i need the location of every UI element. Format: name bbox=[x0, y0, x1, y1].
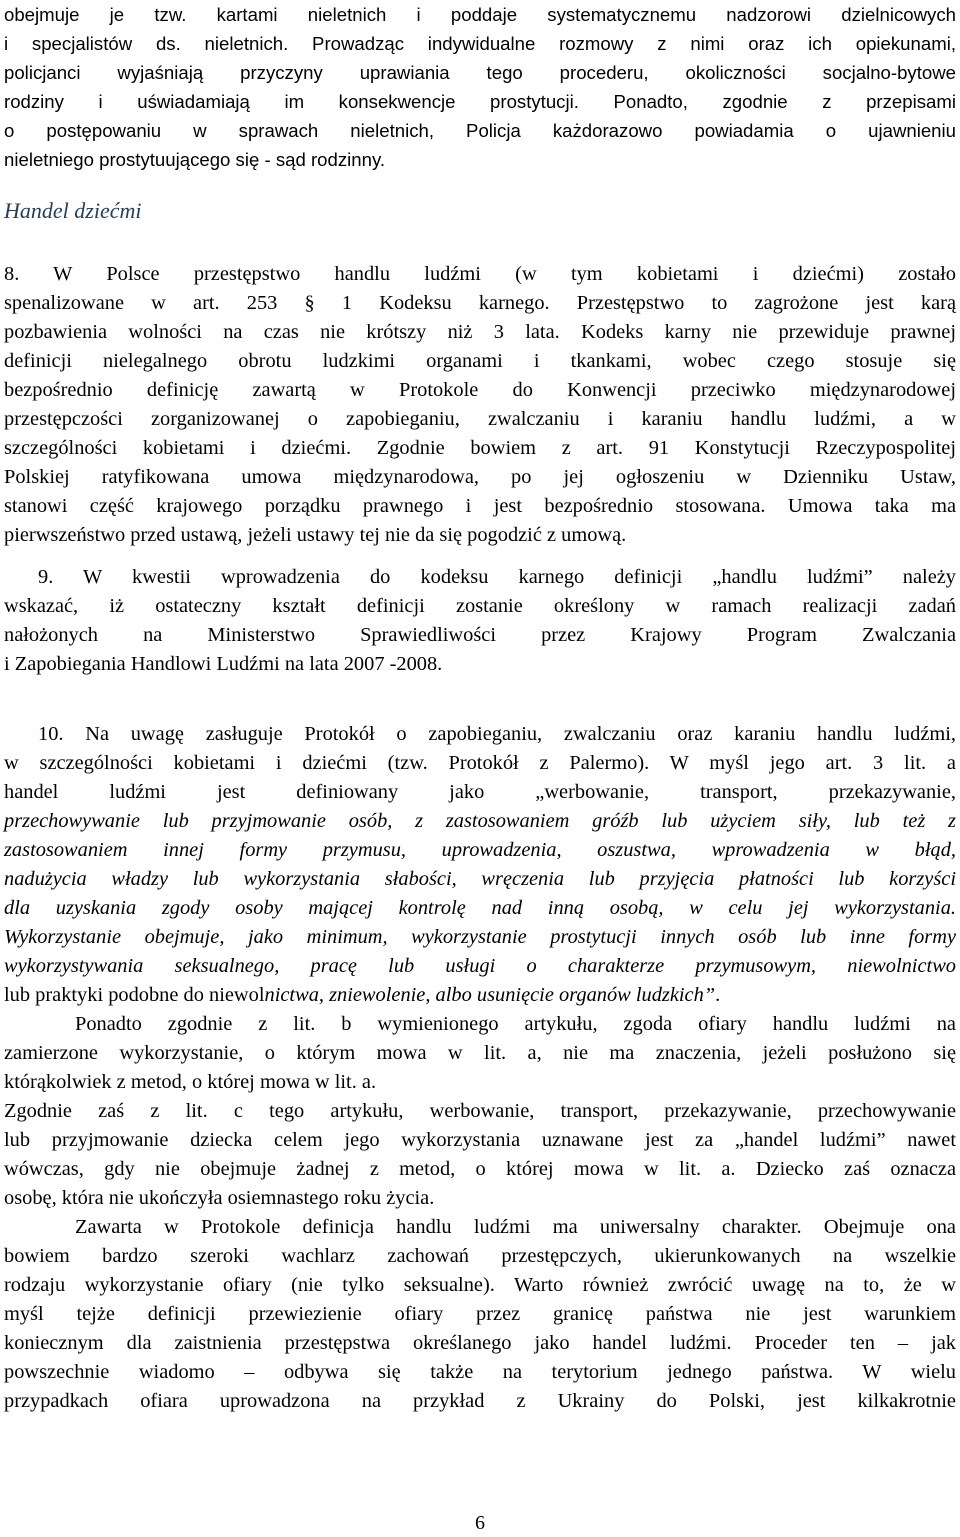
zawarta-line: koniecznym dla zaistnienia przestępstwa określanego jako handel ludźmi. Proceder ten – jak bbox=[4, 1332, 956, 1354]
para10-line: w szczególności kobietami i dziećmi (tzw. Protokół z Palermo). W myśl jego art. 3 lit. a bbox=[4, 752, 956, 774]
section-heading: Handel dziećmi bbox=[4, 198, 142, 223]
zawarta-line: rodzaju wykorzystanie ofiary (nie tylko seksualne). Warto również zwrócić uwagę na to, że w bbox=[4, 1274, 956, 1296]
para8-line: szczególności kobietami i dziećmi. Zgodnie bowiem z art. 91 Konstytucji Rzeczypospolitej bbox=[4, 437, 956, 459]
para9-line: nałożonych na Ministerstwo Sprawiedliwości przez Krajowy Program Zwalczania bbox=[4, 624, 956, 646]
para10-quote-line: wykorzystywania seksualnego, pracę lub usługi o charakterze przymusowym, niewolnictwo bbox=[4, 955, 956, 977]
para9-line: wskazać, iż ostateczny kształt definicji zostanie określony w ramach realizacji zadań bbox=[4, 595, 956, 617]
zgodnie-line: Zgodnie zaś z lit. c tego artykułu, werbowanie, transport, przekazywanie, przechowywanie bbox=[4, 1100, 956, 1122]
para8-line: bezpośrednio definicję zawartą w Protokole do Konwencji przeciwko międzynarodowej bbox=[4, 379, 956, 401]
para8-line: przestępczości zorganizowanej o zapobieganiu, zwalczaniu i karaniu handlu ludźmi, a w bbox=[4, 408, 956, 430]
zgodnie-line: wówczas, gdy nie obejmuje żadnej z metod, o której mowa w lit. a. Dziecko zaś oznacza bbox=[4, 1158, 956, 1180]
zawarta-line: bowiem bardzo szeroki wachlarz zachowań przestępczych, ukierunkowanych na wszelkie bbox=[4, 1245, 956, 1267]
zgodnie-line: lub przyjmowanie dziecka celem jego wykorzystania uznawane jest za „handel ludźmi” nawet bbox=[4, 1129, 956, 1151]
para8-line: Polskiej ratyfikowana umowa międzynarodowa, po jej ogłoszeniu w Dzienniku Ustaw, bbox=[4, 466, 956, 488]
para8-line: stanowi część krajowego porządku prawnego i jest bezpośrednio stosowana. Umowa taka ma bbox=[4, 495, 956, 517]
ponadto-line: Ponadto zgodnie z lit. b wymienionego artykułu, zgoda ofiary handlu ludźmi na bbox=[75, 1013, 956, 1035]
intro-line: obejmuje je tzw. kartami nieletnich i poddaje systematycznemu nadzorowi dzielnicowych bbox=[4, 4, 956, 25]
intro-line: policjanci wyjaśniają przyczyny uprawiania tego procederu, okoliczności socjalno-bytowe bbox=[4, 62, 956, 83]
intro-line: i specjalistów ds. nieletnich. Prowadząc indywidualne rozmowy z nimi oraz ich opiekunami, bbox=[4, 33, 956, 54]
zawarta-line: myśl tejże definicji przewiezienie ofiary przez granicę państwa nie jest warunkiem bbox=[4, 1303, 956, 1325]
para10-line: 10. Na uwagę zasługuje Protokół o zapobieganiu, zwalczaniu oraz karaniu handlu ludźmi, bbox=[38, 723, 956, 745]
para10-line: handel ludźmi jest definiowany jako „werbowanie, transport, przekazywanie, bbox=[4, 781, 956, 803]
para8-line: spenalizowane w art. 253 § 1 Kodeksu karnego. Przestępstwo to zagrożone jest karą bbox=[4, 292, 956, 314]
para8-line: definicji nielegalnego obrotu ludzkimi organami i tkankami, wobec czego stosuje się bbox=[4, 350, 956, 372]
ponadto-line: którąkolwiek z metod, o której mowa w lit. a. bbox=[4, 1071, 377, 1093]
para8-line: pierwszeństwo przed ustawą, jeżeli ustawy tej nie da się pogodzić z umową. bbox=[4, 524, 627, 546]
zawarta-line: przypadkach ofiara uprowadzona na przykład z Ukrainy do Polski, jest kilkakrotnie bbox=[4, 1390, 956, 1412]
zawarta-line: powszechnie wiadomo – odbywa się także na terytorium jednego państwa. W wielu bbox=[4, 1361, 956, 1383]
intro-line: rodziny i uświadamiają im konsekwencje prostytucji. Ponadto, zgodnie z przepisami bbox=[4, 91, 956, 112]
para10-mixed-line bbox=[4, 981, 956, 1010]
para8-line: 8. W Polsce przestępstwo handlu ludźmi (w tym kobietami i dziećmi) zostało bbox=[4, 263, 956, 285]
intro-line: o postępowaniu w sprawach nieletnich, Policja każdorazowo powiadamia o ujawnieniu bbox=[4, 120, 956, 141]
para10-quote-line: Wykorzystanie obejmuje, jako minimum, wykorzystanie prostytucji innych osób lub inne formy bbox=[4, 926, 956, 948]
para10-mixed-italic: nictwa, zniewolenie, albo usunięcie organów ludzkich” bbox=[264, 984, 716, 1006]
intro-line: nieletniego prostytuującego się - sąd rodzinny. bbox=[4, 149, 386, 170]
para8-line: pozbawienia wolności na czas nie krótszy niż 3 lata. Kodeks karny nie przewiduje prawnej bbox=[4, 321, 956, 343]
ponadto-line: zamierzone wykorzystanie, o którym mowa w lit. a, nie ma znaczenia, jeżeli posłużono się bbox=[4, 1042, 956, 1064]
para10-quote-line: dla uzyskania zgody osoby mającej kontrolę nad inną osobą, w celu jej wykorzystania. bbox=[4, 897, 956, 919]
para10-mixed-end: . bbox=[715, 984, 721, 1006]
para9-line: 9. W kwestii wprowadzenia do kodeksu karnego definicji „handlu ludźmi” należy bbox=[38, 566, 956, 588]
zgodnie-line: osobę, która nie ukończyła osiemnastego roku życia. bbox=[4, 1187, 435, 1209]
page-number: 6 bbox=[475, 1512, 485, 1534]
para10-quote-line: przechowywanie lub przyjmowanie osób, z zastosowaniem gróźb lub użyciem siły, lub też z bbox=[4, 810, 956, 832]
para10-quote-line: zastosowaniem innej formy przymusu, uprowadzenia, oszustwa, wprowadzenia w błąd, bbox=[4, 839, 956, 861]
para10-quote-line: nadużycia władzy lub wykorzystania słabości, wręczenia lub przyjęcia płatności lub korzyści bbox=[4, 868, 956, 890]
para9-line: i Zapobiegania Handlowi Ludźmi na lata 2007 -2008. bbox=[4, 653, 443, 675]
zawarta-line: Zawarta w Protokole definicja handlu ludźmi ma uniwersalny charakter. Obejmuje ona bbox=[75, 1216, 956, 1238]
para10-mixed-plain: lub praktyki podobne do niewol bbox=[4, 984, 265, 1006]
